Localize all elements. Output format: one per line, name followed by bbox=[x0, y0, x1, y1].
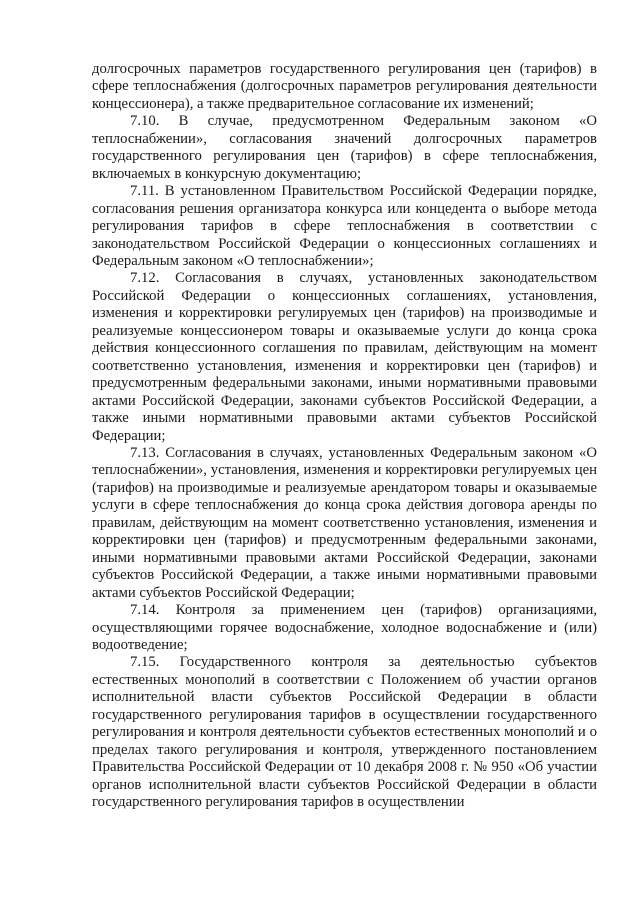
paragraph-7-11: 7.11. В установленном Правительством Российской Федерации порядке, согласования решения организатора конкурса или концедента о выборе метода регулирования тарифов в сфере теплоснабжения в соответствии с законодательством Российской Федерации о концессионных соглашениях и Федеральным законом «О теплоснабжении»; bbox=[92, 183, 597, 269]
paragraph-7-12: 7.12. Согласования в случаях, установленных законодательством Российской Федерации о концессионных соглашениях, установления, изменения и корректировки регулируемых цен (тарифов) на производимые и реализуемые концессионером товары и оказываемые услуги до конца срока действия концессионного соглашения по правилам, действующим на момент соответственно установления, изменения и корректировки цен (тарифов) и предусмотренным федеральными законами, иными нормативными правовыми актами Российской Федерации, законами субъектов Российской Федерации, а также иными нормативными правовыми актами субъектов Российской Федерации; bbox=[92, 270, 597, 444]
document-body bbox=[92, 61, 597, 811]
paragraph-7-10: 7.10. В случае, предусмотренном Федеральным законом «О теплоснабжении», согласования значений долгосрочных параметров государственного регулирования цен (тарифов) в сфере теплоснабжения, включаемых в конкурсную документацию; bbox=[92, 113, 597, 182]
paragraph-7-13: 7.13. Согласования в случаях, установленных Федеральным законом «О теплоснабжении», установления, изменения и корректировки регулируемых цен (тарифов) на производимые и реализуемые арендатором товары и оказываемые услуги в сфере теплоснабжения до конца срока действия договора аренды по правилам, действующим на момент соответственно установления, изменения и корректировки цен (тарифов) и предусмотренным федеральными законами, иными нормативными правовыми актами Российской Федерации, законами субъектов Российской Федерации, а также иными нормативными правовыми актами субъектов Российской Федерации; bbox=[92, 444, 597, 601]
paragraph-7-14: 7.14. Контроля за применением цен (тарифов) организациями, осуществляющими горячее водоснабжение, холодное водоснабжение и (или) водоотведение; bbox=[92, 602, 597, 653]
paragraph-7-15: 7.15. Государственного контроля за деятельностью субъектов естественных монополий в соответствии с Положением об участии органов исполнительной власти субъектов Российской Федерации в области государственного регулирования тарифов в осуществлении государственного регулирования и контроля деятельности субъектов естественных монополий и о пределах такого регулирования и контроля, утвержденного постановлением Правительства Российской Федерации от 10 декабря 2008 г. № 950 «Об участии органов исполнительной власти субъектов Российской Федерации в области государственного регулирования тарифов в осуществлении bbox=[92, 654, 597, 811]
paragraph-continuation: долгосрочных параметров государственного регулирования цен (тарифов) в сфере теплоснабжения (долгосрочных параметров регулирования деятельности концессионера), а также предварительное согласование их изменений; bbox=[92, 61, 597, 112]
